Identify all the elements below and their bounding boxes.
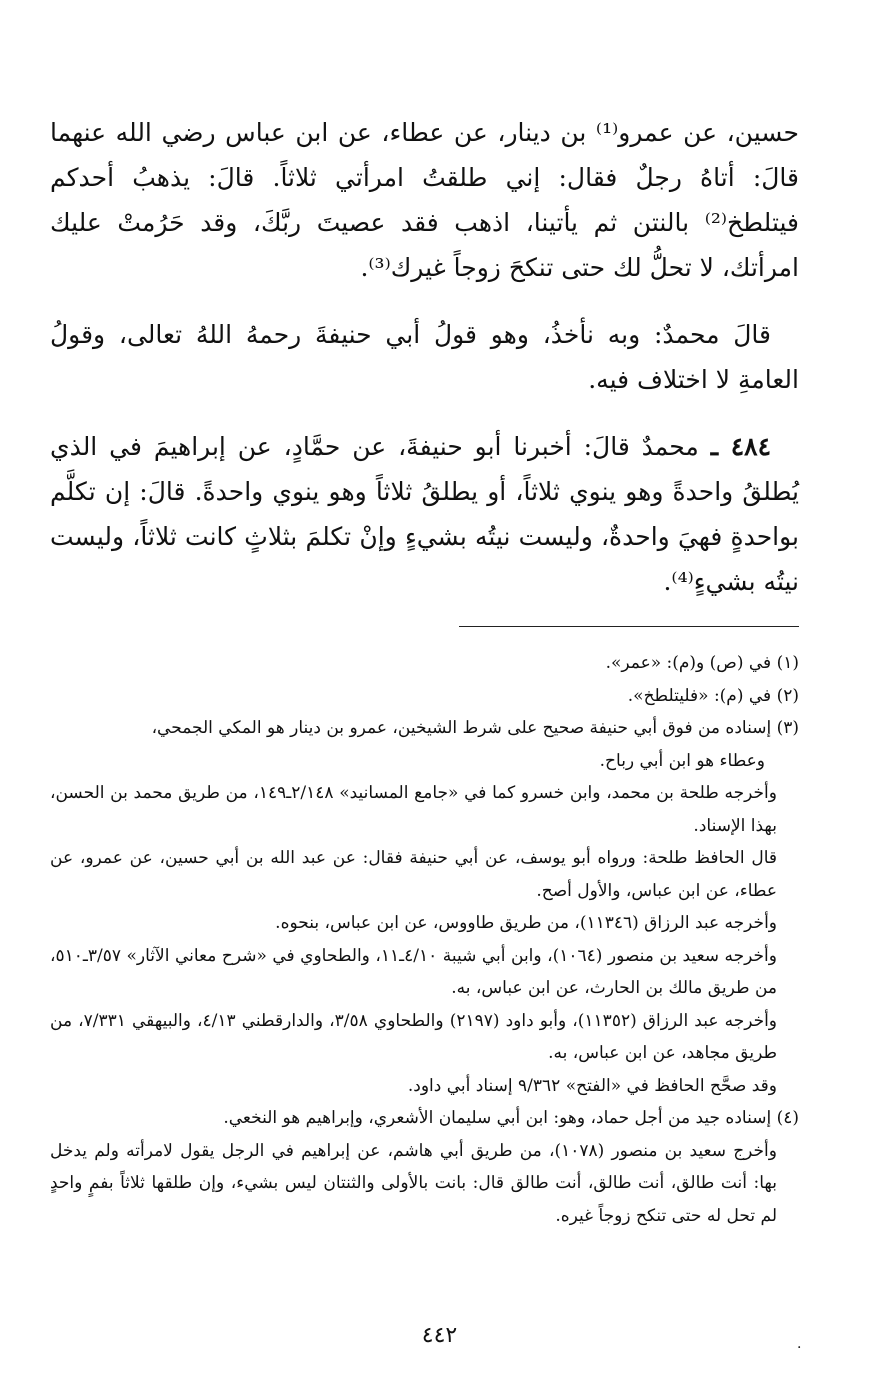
footnote-line: (٢) في (م): «فليتلطخ». [627, 685, 799, 706]
footnote-line: وأخرج سعيد بن منصور (١٠٧٨)، من طريق أبي هاشم، عن إبراهيم في الرجل يقول لامرأته ولم يدخل بها: أنت طالق، أنت طالق، أنت طالق قال: بانت بالأولى والثنتان ليس بشيء، وإن طلقها ثلاثاً بفمٍ واحدٍ لم تحل له حتى تنكح زوجاً غيره. [50, 1140, 777, 1226]
footnote-line: (٤) إسناده جيد من أجل حماد، وهو: ابن أبي سليمان الأشعري، وإبراهيم هو النخعي. [223, 1108, 799, 1128]
main-paragraph-3-text: محمدٌ قالَ: أخبرنا أبو حنيفةَ، عن حمَّادٍ، عن إبراهيمَ في الذي يُطلقُ واحدةً وهو ينوي ثلاثاً، أو يطلقُ ثلاثاً وهو ينوي واحدةً. قالَ: إن تكلَّم بواحدةٍ فهيَ واحدةٌ، وليست نيتُه بشيءٍ وإنْ تكلمَ بثلاثٍ كانت ثلاثاً، وليست نيتُه بشيءٍ⁽⁴⁾. [50, 432, 799, 596]
main-paragraph-3 [50, 424, 799, 604]
main-paragraph-1: حسين، عن عمرو⁽¹⁾ بن دينار، عن عطاء، عن ابن عباس رضي الله عنهما قالَ: أتاهُ رجلٌ فقال: إني طلقتُ امرأتي ثلاثاً. قالَ: يذهبُ أحدكم فيتلطخ⁽²⁾ بالنتن ثم يأتينا، اذهب فقد عصيتَ ربَّكَ، وقد حَرُمتْ عليك امرأتك، لا تحلُّ لك حتى تنكحَ زوجاً غيرك⁽³⁾. [50, 118, 799, 282]
corner-mark: · [797, 1340, 802, 1356]
footnote-line: وأخرجه عبد الرزاق (١١٣٥٢)، وأبو داود (٢١٩٧) والطحاوي ٣/٥٨، والدارقطني ٤/١٣، والبيهقي ٧/٣٣١، من طريق مجاهد، عن ابن عباس، به. [50, 1010, 778, 1063]
footnote-divider [459, 626, 799, 627]
hadith-number: ٤٨٤ ـ [710, 432, 772, 461]
footnote-line: وأخرجه عبد الرزاق (١١٣٤٦)، من طريق طاووس، عن ابن عباس، بنحوه. [275, 913, 777, 933]
main-paragraph-2: قالَ محمدٌ: وبه نأخذُ، وهو قولُ أبي حنيفةَ رحمهُ اللهُ تعالى، وقولُ العامةِ لا اختلاف فيه. [50, 320, 799, 394]
footnote-line: وأخرجه طلحة بن محمد، وابن خسرو كما في «جامع المسانيد» ٢/١٤٨ـ١٤٩، من طريق محمد بن الحسن، بهذا الإسناد. [50, 783, 777, 836]
footnote-line: (١) في (ص) و(م): «عمر». [605, 653, 799, 673]
page-number: ٤٤٢ [421, 1323, 458, 1348]
footnote-line: (٣) إسناده من فوق أبي حنيفة صحيح على شرط الشيخين، عمرو بن دينار هو المكي الجمحي، [151, 718, 799, 738]
footnote-line: وعطاء هو ابن أبي رباح. [599, 750, 765, 771]
book-page [50, 110, 802, 1392]
footnote-line: وقد صحَّح الحافظ في «الفتح» ٩/٣٦٢ إسناد أبي داود. [407, 1075, 777, 1096]
footnote-line: وأخرجه سعيد بن منصور (١٠٦٤)، وابن أبي شيبة ٤/١٠ـ١١، والطحاوي في «شرح معاني الآثار» ٣/٥٧ـ٥١٠، من طريق مالك بن الحارث، عن ابن عباس، به. [50, 945, 777, 998]
footnotes [50, 647, 799, 1232]
footnote-line: قال الحافظ طلحة: ورواه أبو يوسف، عن أبي حنيفة فقال: عن عبد الله بن أبي حسين، عن عمرو، عن عطاء، عن ابن عباس، والأول أصح. [50, 848, 777, 901]
